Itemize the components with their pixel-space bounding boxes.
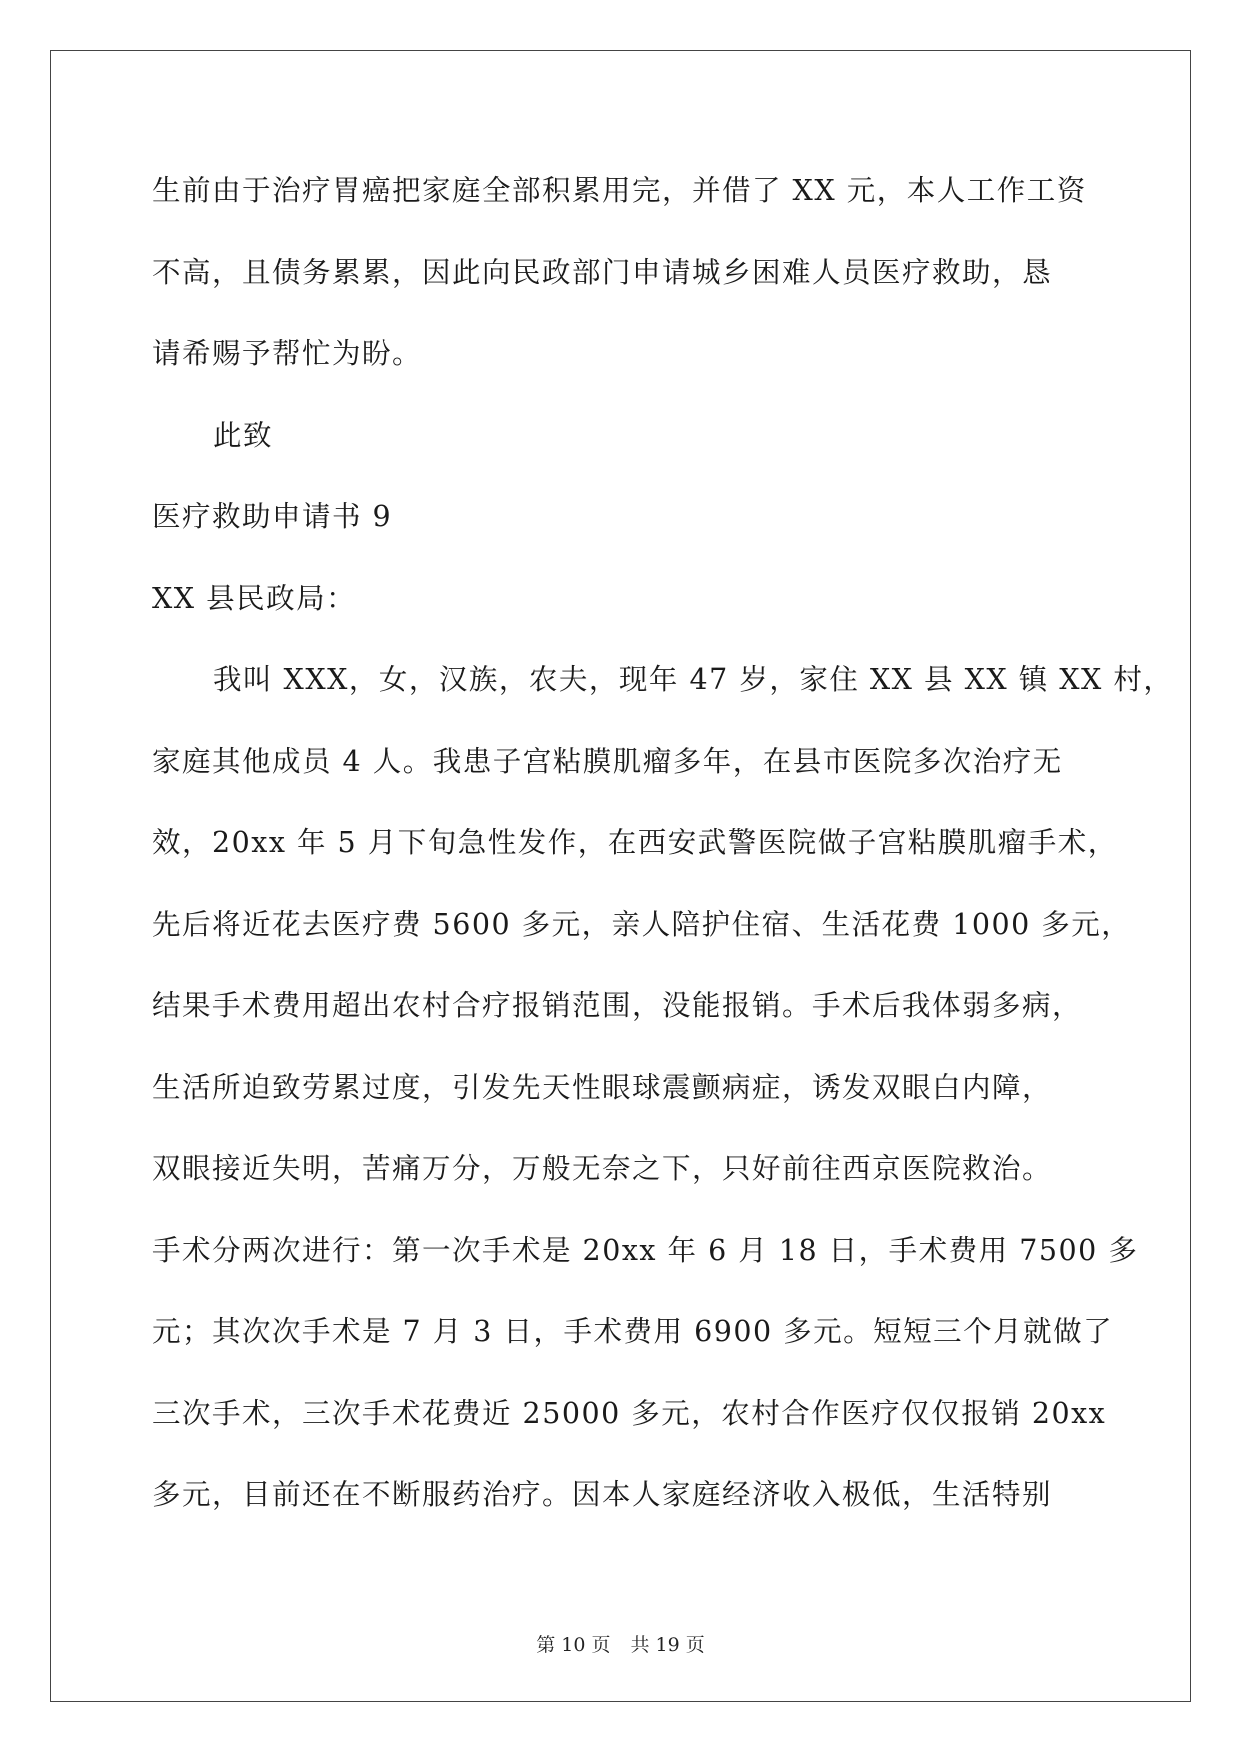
paragraph-line: 手术分两次进行：第一次手术是 20xx 年 6 月 18 日，手术费用 7500 多 (152, 1233, 1139, 1267)
paragraph-line: 元；其次次手术是 7 月 3 日，手术费用 6900 多元。短短三个月就做了 (152, 1315, 1114, 1348)
paragraph-line: 家庭其他成员 4 人。我患子宫粘膜肌瘤多年，在县市医院多次治疗无 (152, 744, 1063, 778)
page-footer (0, 1630, 1241, 1657)
paragraph-line: 效，20xx 年 5 月下旬急性发作，在西安武警医院做子宫粘膜肌瘤手术， (152, 826, 1118, 859)
document-body (152, 160, 1174, 1546)
paragraph-line: 双眼接近失明，苦痛万分，万般无奈之下，只好前往西京医院救治。 (152, 1152, 1053, 1185)
page-number-total: 共 19 页 (630, 1634, 705, 1656)
paragraph-line: 请希赐予帮忙为盼。 (152, 337, 423, 370)
section-title: 医疗救助申请书 9 (152, 500, 393, 533)
recipient-line: XX 县民政局： (152, 581, 357, 615)
paragraph-line: 先后将近花去医疗费 5600 多元，亲人陪护住宿、生活花费 1000 多元， (152, 907, 1132, 941)
salutation-line: 此致 (213, 418, 274, 452)
paragraph-line: 多元，目前还在不断服药治疗。因本人家庭经济收入极低，生活特别 (152, 1478, 1053, 1511)
paragraph-line: 生前由于治疗胃癌把家庭全部积累用完，并借了 XX 元，本人工作工资 (152, 174, 1087, 207)
paragraph-line: 生活所迫致劳累过度，引发先天性眼球震颤病症，诱发双眼白内障， (152, 1070, 1053, 1104)
paragraph-line: 我叫 XXX，女，汉族，农夫，现年 47 岁，家住 XX 县 XX 镇 XX 村， (213, 663, 1174, 696)
page-number-current: 第 10 页 (536, 1634, 611, 1656)
paragraph-line: 不高，且债务累累，因此向民政部门申请城乡困难人员医疗救助，恳 (152, 255, 1053, 289)
paragraph-line: 三次手术，三次手术花费近 25000 多元，农村合作医疗仅仅报销 20xx (152, 1396, 1107, 1430)
paragraph-line: 结果手术费用超出农村合疗报销范围，没能报销。手术后我体弱多病， (152, 989, 1083, 1022)
